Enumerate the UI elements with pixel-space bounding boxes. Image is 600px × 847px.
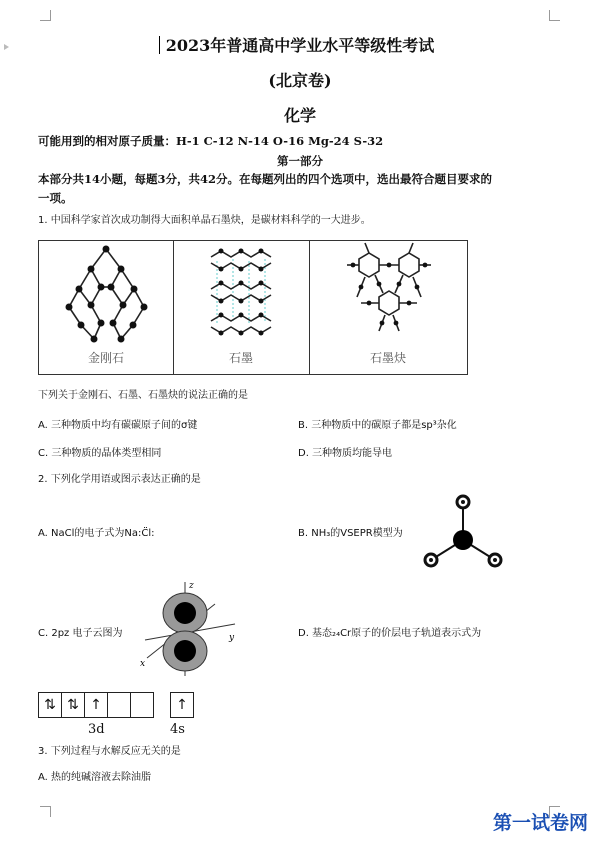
orbital-3d-box-5 — [130, 692, 154, 718]
q2-option-c: C. 2pz 电子云图为 — [38, 628, 123, 639]
axis-y-label: y — [229, 633, 235, 643]
graphdiyne-label: 石墨炔 — [369, 351, 406, 365]
corner-mark-top-left — [40, 10, 51, 21]
orbital-4s-box: ↑ — [170, 692, 194, 718]
q2-option-d: D. 基态₂₄Cr原子的价层电子轨道表示式为 — [298, 628, 482, 639]
graphite-cell — [173, 241, 310, 374]
graphdiyne-cell — [309, 241, 467, 374]
orbital-3d-box-1: ⇅ — [38, 692, 62, 718]
exam-region: (北京卷) — [268, 71, 332, 90]
atomic-masses: 可能用到的相对原子质量：H-1 C-12 N-14 O-16 Mg-24 S-32 — [38, 134, 384, 148]
2pz-orbital-icon — [135, 578, 245, 678]
instructions-line-1: 本部分共14小题，每题3分，共42分。在每题列出的四个选项中，选出最符合题目要求的 — [38, 172, 493, 186]
q2-option-a: A. NaCl的电子式为Na:C̈l: — [38, 528, 155, 539]
q2-option-b: B. NH₃的VSEPR模型为 — [298, 528, 403, 539]
graphdiyne-structure-icon — [309, 241, 467, 341]
diamond-structure-icon — [39, 241, 173, 351]
graphite-structure-icon — [173, 241, 309, 341]
q3-stem: 3. 下列过程与水解反应无关的是 — [38, 746, 181, 757]
instructions-line-2: 一项。 — [38, 191, 73, 205]
q1-option-c: C. 三种物质的晶体类型相同 — [38, 448, 162, 459]
orbital-3d-box-3: ↑ — [84, 692, 108, 718]
q1-option-b: B. 三种物质中的碳原子都是sp³杂化 — [298, 420, 457, 431]
site-watermark: 第一试卷网 — [492, 812, 588, 834]
axis-z-label: z — [189, 581, 194, 591]
label-3d: 3d — [88, 722, 105, 737]
corner-mark-bottom-left — [40, 806, 51, 817]
graphite-label: 石墨 — [228, 351, 253, 365]
q1-option-d: D. 三种物质均能导电 — [298, 448, 393, 459]
exam-subject: 化学 — [283, 106, 316, 125]
corner-mark-top-right — [549, 10, 560, 21]
q1-figure — [38, 240, 468, 375]
q1-question: 下列关于金刚石、石墨、石墨炔的说法正确的是 — [38, 390, 248, 401]
q3-option-a: A. 热的纯碱溶液去除油脂 — [38, 772, 152, 783]
label-4s: 4s — [170, 722, 185, 737]
part-heading: 第一部分 — [277, 154, 323, 168]
vsepr-model-icon — [418, 490, 508, 572]
q1-option-a: A. 三种物质中均有碳碳原子间的σ键 — [38, 420, 198, 431]
diamond-label: 金刚石 — [87, 351, 124, 365]
orbital-3d-box-2: ⇅ — [61, 692, 85, 718]
axis-x-label: x — [140, 659, 146, 669]
diamond-cell — [39, 241, 174, 374]
q1-stem: 1. 中国科学家首次成功制得大面积单晶石墨炔，是碳材料科学的一大进步。 — [38, 215, 371, 226]
orbital-3d-box-4 — [107, 692, 131, 718]
q2-stem: 2. 下列化学用语或图示表达正确的是 — [38, 474, 201, 485]
exam-title: 2023年普通高中学业水平等级性考试 — [165, 36, 435, 55]
